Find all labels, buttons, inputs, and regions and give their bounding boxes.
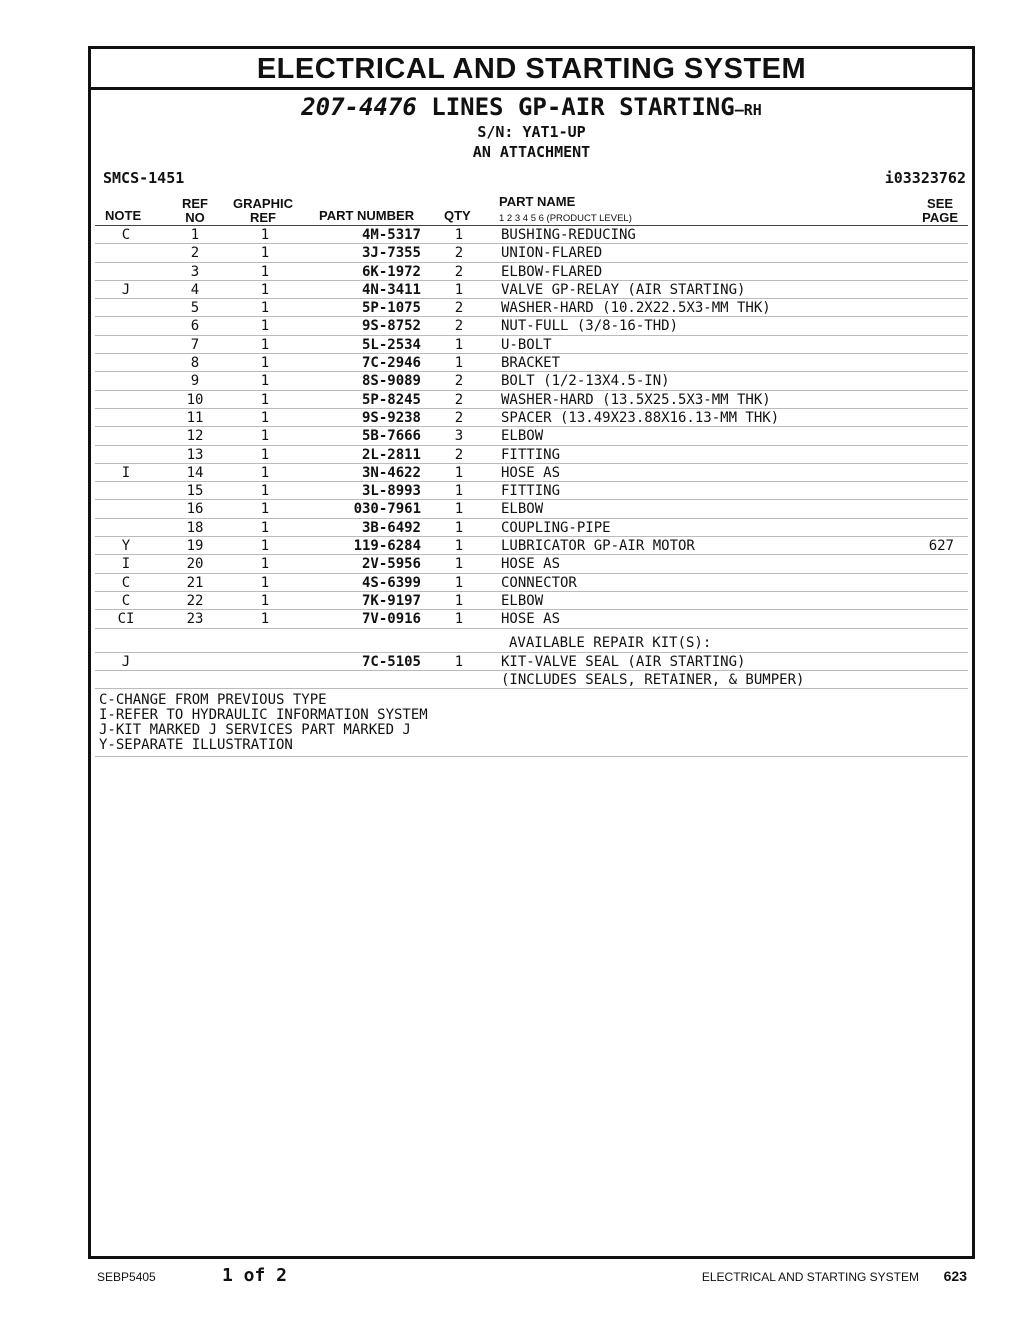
- header-note: NOTE: [105, 208, 142, 223]
- row-graphic-ref: 1: [260, 538, 270, 555]
- row-qty: 2: [454, 318, 464, 335]
- table-row: [95, 592, 968, 610]
- row-part-name: U-BOLT: [501, 336, 552, 353]
- row-graphic-ref: 1: [260, 391, 270, 408]
- row-graphic-ref: 1: [260, 592, 270, 609]
- row-part-number: 030-7961: [353, 501, 421, 518]
- row-qty: 1: [454, 592, 464, 609]
- kit-part-number: 7C-5105: [361, 653, 421, 670]
- row-ref-no: 9: [190, 373, 200, 390]
- note-line: I-REFER TO HYDRAULIC INFORMATION SYSTEM: [99, 707, 428, 724]
- row-graphic-ref: 1: [260, 574, 270, 591]
- footer-page-of: 1 of 2: [222, 1265, 288, 1286]
- row-graphic-ref: 1: [260, 227, 270, 243]
- header-graphic-ref: [229, 197, 297, 225]
- header-ref-top: REF: [182, 196, 208, 211]
- table-row: [95, 226, 968, 244]
- row-part-number: 5B-7666: [361, 428, 421, 445]
- header-graphic-bottom: REF: [250, 210, 276, 225]
- table-row: [95, 336, 968, 354]
- row-note: CI: [117, 611, 135, 628]
- row-part-name: WASHER-HARD (10.2X22.5X3-MM THK): [501, 300, 771, 317]
- row-note: Y: [121, 538, 131, 555]
- row-part-name: UNION-FLARED: [501, 245, 603, 262]
- row-note: C: [121, 574, 131, 591]
- section-title: ELECTRICAL AND STARTING SYSTEM: [91, 49, 972, 90]
- row-graphic-ref: 1: [260, 373, 270, 390]
- row-part-number: 2L-2811: [361, 446, 421, 463]
- row-qty: 1: [454, 336, 464, 353]
- row-note: C: [121, 592, 131, 609]
- row-qty: 2: [454, 263, 464, 280]
- header-product-level: 1 2 3 4 5 6 (PRODUCT LEVEL): [499, 213, 632, 224]
- row-qty: 2: [454, 391, 464, 408]
- row-ref-no: 7: [190, 336, 200, 353]
- row-part-number: 119-6284: [353, 538, 421, 555]
- row-part-name: COUPLING-PIPE: [501, 519, 611, 536]
- row-ref-no: 4: [190, 281, 200, 298]
- row-part-name: BRACKET: [501, 355, 561, 372]
- row-part-name: ELBOW: [501, 428, 544, 445]
- row-note: C: [121, 227, 131, 243]
- row-part-name: LUBRICATOR GP-AIR MOTOR: [501, 538, 695, 555]
- row-qty: 1: [454, 355, 464, 372]
- row-part-number: 6K-1972: [361, 263, 421, 280]
- row-ref-no: 14: [186, 464, 204, 481]
- header-qty: QTY: [444, 208, 471, 223]
- row-ref-no: 11: [186, 409, 204, 426]
- notes-legend: [95, 689, 968, 757]
- kit-heading: AVAILABLE REPAIR KIT(S):: [509, 634, 712, 651]
- row-qty: 1: [454, 464, 464, 481]
- smcs-code: SMCS-1451: [103, 169, 185, 187]
- header-see-top: SEE: [927, 196, 954, 211]
- row-ref-no: 12: [186, 428, 204, 445]
- row-part-number: 5P-1075: [361, 300, 421, 317]
- table-row: [95, 427, 968, 445]
- row-graphic-ref: 1: [260, 556, 270, 573]
- table-row: [95, 519, 968, 537]
- row-part-name: ELBOW: [501, 592, 544, 609]
- footer-doc-number: SEBP5405: [97, 1270, 156, 1284]
- row-graphic-ref: 1: [260, 483, 270, 500]
- row-ref-no: 20: [186, 556, 204, 573]
- note-line: C-CHANGE FROM PREVIOUS TYPE: [99, 692, 327, 709]
- table-row: [95, 464, 968, 482]
- header-see-bottom: PAGE: [922, 210, 958, 225]
- row-ref-no: 21: [186, 574, 204, 591]
- row-part-number: 3L-8993: [361, 483, 421, 500]
- row-graphic-ref: 1: [260, 428, 270, 445]
- row-qty: 1: [454, 538, 464, 555]
- row-qty: 2: [454, 373, 464, 390]
- row-part-number: 4S-6399: [361, 574, 421, 591]
- row-part-number: 2V-5956: [361, 556, 421, 573]
- row-ref-no: 15: [186, 483, 204, 500]
- row-part-number: 3B-6492: [361, 519, 421, 536]
- kit-qty: 1: [454, 653, 464, 670]
- table-row: [95, 610, 968, 628]
- row-part-name: HOSE AS: [501, 611, 561, 628]
- row-part-number: 3N-4622: [361, 464, 421, 481]
- row-qty: 1: [454, 574, 464, 591]
- kit-includes: (INCLUDES SEALS, RETAINER, & BUMPER): [501, 671, 805, 688]
- header-ref-no: [175, 197, 215, 225]
- note-line: Y-SEPARATE ILLUSTRATION: [99, 737, 293, 754]
- row-graphic-ref: 1: [260, 300, 270, 317]
- row-ref-no: 22: [186, 592, 204, 609]
- table-row: [95, 555, 968, 573]
- row-note: I: [121, 464, 131, 481]
- row-ref-no: 6: [190, 318, 200, 335]
- row-graphic-ref: 1: [260, 501, 270, 518]
- row-part-name: ELBOW: [501, 501, 544, 518]
- row-qty: 2: [454, 300, 464, 317]
- row-ref-no: 13: [186, 446, 204, 463]
- row-part-number: 5P-8245: [361, 391, 421, 408]
- table-row: [95, 281, 968, 299]
- row-qty: 1: [454, 501, 464, 518]
- row-graphic-ref: 1: [260, 464, 270, 481]
- row-ref-no: 19: [186, 538, 204, 555]
- row-qty: 2: [454, 409, 464, 426]
- row-qty: 2: [454, 245, 464, 262]
- kit-row: [95, 653, 968, 671]
- row-graphic-ref: 1: [260, 611, 270, 628]
- row-part-name: ELBOW-FLARED: [501, 263, 603, 280]
- row-qty: 1: [454, 519, 464, 536]
- row-ref-no: 2: [190, 245, 200, 262]
- table-row: [95, 446, 968, 464]
- note-line: J-KIT MARKED J SERVICES PART MARKED J: [99, 722, 411, 739]
- row-part-name: CONNECTOR: [501, 574, 577, 591]
- row-part-name: NUT-FULL (3/8-16-THD): [501, 318, 679, 335]
- row-graphic-ref: 1: [260, 446, 270, 463]
- footer-page-number: 623: [943, 1268, 967, 1284]
- attachment-label: AN ATTACHMENT: [472, 143, 591, 161]
- row-graphic-ref: 1: [260, 336, 270, 353]
- kit-heading-row: [95, 629, 968, 653]
- row-graphic-ref: 1: [260, 263, 270, 280]
- row-part-name: BOLT (1/2-13X4.5-IN): [501, 373, 670, 390]
- row-graphic-ref: 1: [260, 318, 270, 335]
- row-part-name: BUSHING-REDUCING: [501, 227, 636, 243]
- header-part-name: PART NAME: [499, 194, 576, 209]
- group-title: [91, 93, 972, 121]
- row-qty: 1: [454, 227, 464, 243]
- row-part-name: HOSE AS: [501, 464, 561, 481]
- table-row: [95, 482, 968, 500]
- row-ref-no: 18: [186, 519, 204, 536]
- row-part-name: FITTING: [501, 446, 561, 463]
- footer-section: ELECTRICAL AND STARTING SYSTEM: [701, 1270, 919, 1284]
- row-note: I: [121, 556, 131, 573]
- row-qty: 1: [454, 556, 464, 573]
- row-part-number: 3J-7355: [361, 245, 421, 262]
- table-row: [95, 244, 968, 262]
- row-graphic-ref: 1: [260, 409, 270, 426]
- illustration-id: i03323762: [884, 169, 966, 187]
- row-part-number: 9S-8752: [361, 318, 421, 335]
- row-part-number: 8S-9089: [361, 373, 421, 390]
- row-part-number: 7K-9197: [361, 592, 421, 609]
- group-suffix: —RH: [734, 101, 762, 119]
- row-qty: 1: [454, 483, 464, 500]
- row-qty: 1: [454, 611, 464, 628]
- row-part-number: 7V-0916: [361, 611, 421, 628]
- table-row: [95, 409, 968, 427]
- row-part-number: 4M-5317: [361, 227, 421, 243]
- row-qty: 2: [454, 446, 464, 463]
- table-row: [95, 574, 968, 592]
- row-graphic-ref: 1: [260, 245, 270, 262]
- row-graphic-ref: 1: [260, 355, 270, 372]
- row-part-number: 4N-3411: [361, 281, 421, 298]
- table-row: [95, 500, 968, 518]
- group-number: 207-4476: [301, 93, 417, 121]
- row-part-name: SPACER (13.49X23.88X16.13-MM THK): [501, 409, 780, 426]
- parts-table: [95, 226, 968, 757]
- header-part-number: PART NUMBER: [319, 208, 415, 223]
- table-row: [95, 354, 968, 372]
- group-name: LINES GP-AIR STARTING: [431, 93, 735, 121]
- kit-name: KIT-VALVE SEAL (AIR STARTING): [501, 653, 746, 670]
- page-frame: [88, 46, 975, 1259]
- row-ref-no: 1: [190, 227, 200, 243]
- table-row: [95, 537, 968, 555]
- row-part-name: VALVE GP-RELAY (AIR STARTING): [501, 281, 746, 298]
- header-ref-bottom: NO: [185, 210, 205, 225]
- kit-includes-row: [95, 671, 968, 689]
- row-ref-no: 23: [186, 611, 204, 628]
- serial-number: S/N: YAT1-UP: [477, 123, 586, 141]
- row-ref-no: 10: [186, 391, 204, 408]
- row-part-name: WASHER-HARD (13.5X25.5X3-MM THK): [501, 391, 771, 408]
- row-qty: 3: [454, 428, 464, 445]
- row-note: J: [121, 281, 131, 298]
- kit-note: J: [121, 653, 131, 670]
- table-row: [95, 372, 968, 390]
- table-row: [95, 391, 968, 409]
- header-see-page: [922, 197, 958, 225]
- row-part-number: 7C-2946: [361, 355, 421, 372]
- header-graphic-top: GRAPHIC: [233, 196, 293, 211]
- parts-rows: [95, 226, 968, 629]
- table-row: [95, 263, 968, 281]
- row-see-page: 627: [928, 538, 954, 555]
- table-row: [95, 299, 968, 317]
- row-qty: 1: [454, 281, 464, 298]
- table-row: [95, 317, 968, 335]
- row-part-number: 5L-2534: [361, 336, 421, 353]
- row-ref-no: 3: [190, 263, 200, 280]
- row-ref-no: 8: [190, 355, 200, 372]
- row-ref-no: 16: [186, 501, 204, 518]
- row-ref-no: 5: [190, 300, 200, 317]
- row-part-name: HOSE AS: [501, 556, 561, 573]
- row-part-number: 9S-9238: [361, 409, 421, 426]
- row-graphic-ref: 1: [260, 281, 270, 298]
- row-part-name: FITTING: [501, 483, 561, 500]
- row-graphic-ref: 1: [260, 519, 270, 536]
